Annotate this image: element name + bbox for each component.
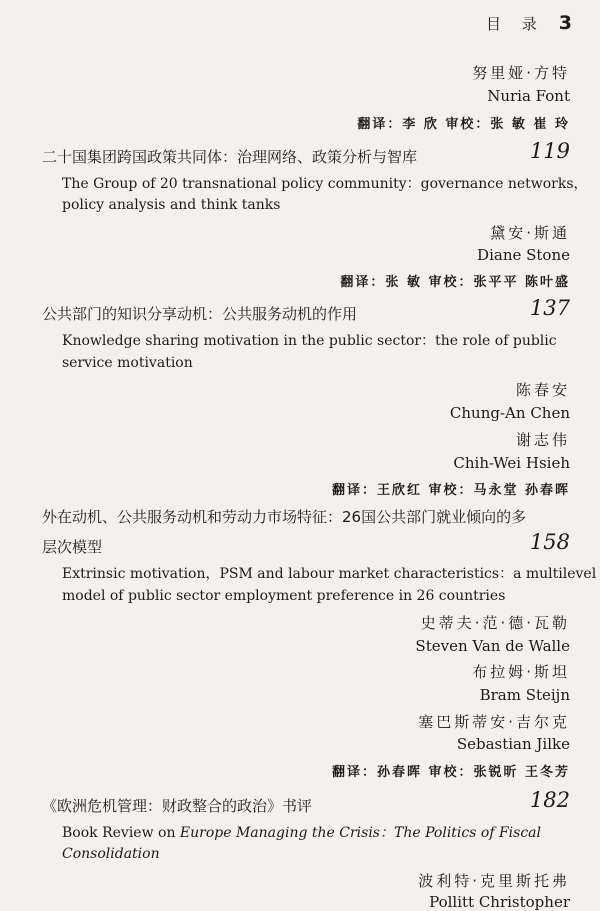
article-title-en: model of public sector employment preference in 26 countries (62, 588, 506, 604)
book-title-italic: Europe Managing the Crisis：The Politics of Fiscal (179, 825, 541, 841)
article-title-zh-cont: 层次模型 (42, 538, 103, 556)
article-title-en: policy analysis and think tanks (62, 197, 281, 213)
author-en: Steven Van de Walle (415, 637, 570, 655)
author-zh: 陈春安 (515, 381, 570, 399)
book-title-italic-cont: Consolidation (62, 846, 160, 862)
article-page-number: 119 (529, 139, 570, 163)
author-en: Pollitt Christopher (429, 893, 570, 911)
article-title-en: Extrinsic motivation，PSM and labour market characteristics：a multilevel (62, 566, 597, 582)
author-zh: 布拉姆·斯坦 (472, 663, 570, 681)
book-review-prefix: Book Review on (62, 825, 180, 841)
article-title-zh: 《欧洲危机管理：财政整合的政治》书评 (42, 797, 313, 815)
author-zh: 史蒂夫·范·德·瓦勒 (420, 614, 570, 632)
author-zh: 波利特·克里斯托弗 (418, 872, 570, 890)
author-zh: 黛安·斯通 (490, 224, 570, 242)
article-title-en: Knowledge sharing motivation in the public sector：the role of public (62, 333, 557, 349)
author-en: Bram Steijn (479, 686, 570, 704)
article-title-en (62, 822, 541, 842)
article-title-zh: 二十国集团跨国政策共同体：治理网络、政策分析与智库 (42, 148, 418, 166)
article-title-en: service motivation (62, 355, 193, 371)
author-en: Chung-An Chen (449, 404, 570, 422)
translation-credit: 翻译：张 敏 审校：张平平 陈叶盛 (340, 275, 570, 290)
author-en: Nuria Font (487, 87, 570, 105)
toc-heading: 目 录 (485, 14, 545, 33)
article-page-number: 158 (529, 530, 570, 554)
translation-credit: 翻译：王欣红 审校：马永堂 孙春晖 (331, 483, 570, 498)
author-en: Chih-Wei Hsieh (453, 454, 570, 472)
author-zh: 谢志伟 (515, 431, 570, 449)
article-page-number: 137 (529, 296, 570, 320)
article-title-zh: 公共部门的知识分享动机：公共服务动机的作用 (42, 305, 358, 323)
translation-credit: 翻译：李 欣 审校：张 敏 崔 玲 (357, 117, 570, 132)
article-page-number: 182 (529, 788, 570, 812)
author-zh: 努里娅·方特 (472, 64, 570, 82)
author-en: Diane Stone (477, 246, 570, 264)
article-title-en: The Group of 20 transnational policy community：governance networks， (62, 176, 588, 192)
author-zh: 塞巴斯蒂安·吉尔克 (418, 713, 570, 731)
translation-credit: 翻译：孙春晖 审校：张锐昕 王冬芳 (331, 765, 570, 780)
article-title-zh: 外在动机、公共服务动机和劳动力市场特征：26国公共部门就业倾向的多 (42, 508, 527, 526)
page-header (486, 12, 572, 34)
page-number: 3 (558, 12, 572, 34)
author-en: Sebastian Jilke (456, 735, 570, 753)
